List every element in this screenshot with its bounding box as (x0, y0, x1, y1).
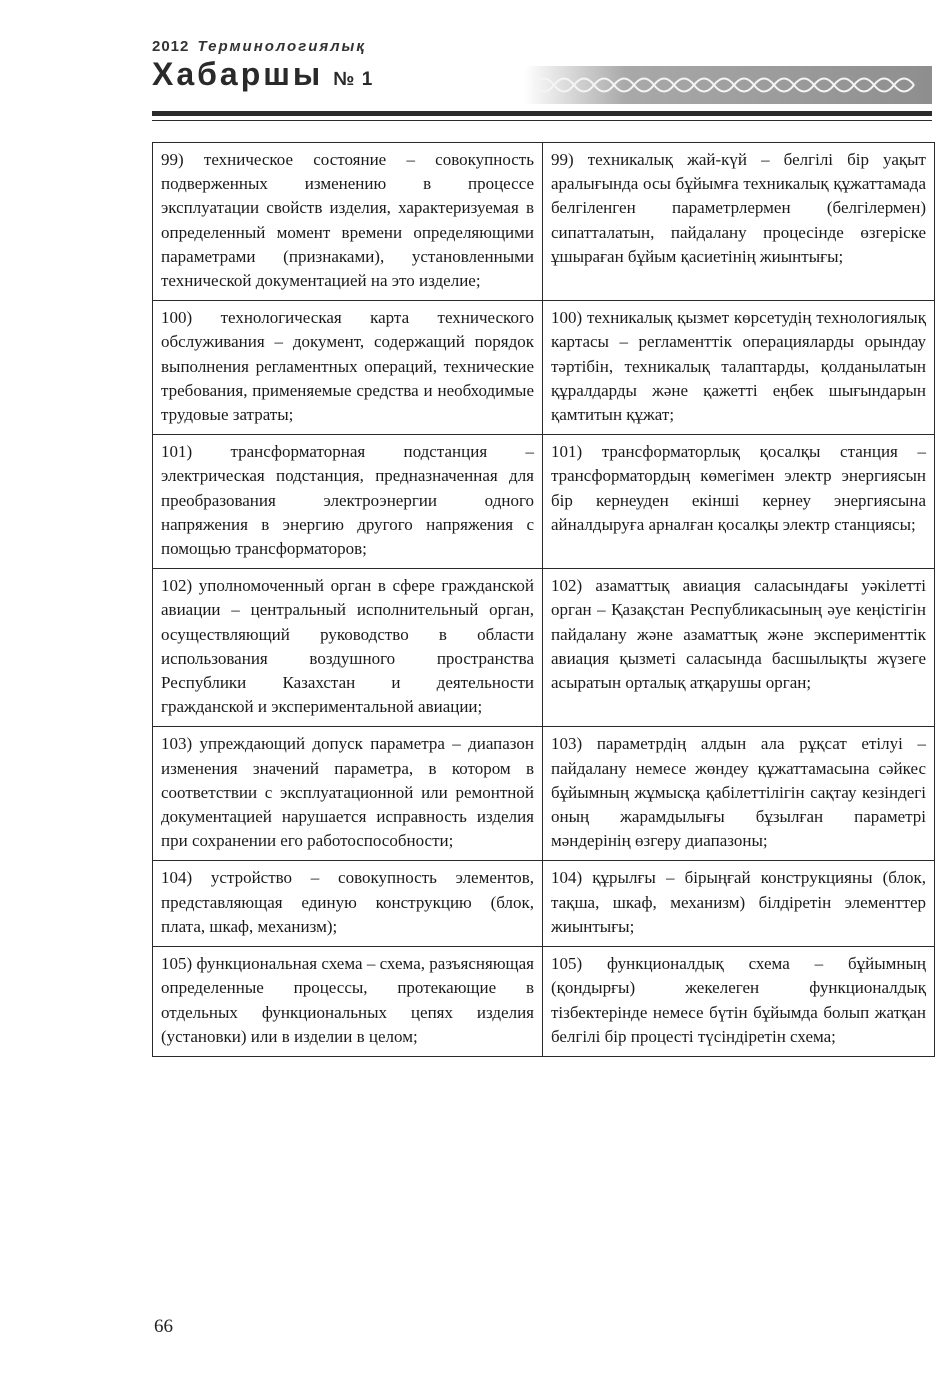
table-row (153, 947, 935, 1057)
term-ru: 99) техническое состояние – совокупность подверженных изменению в процессе эксплуатации свойств изделия, характеризуемая в определенный момент времени определяющими параметрами (признаками), установленными технической документацией на это изделие; (153, 143, 543, 301)
table-row (153, 143, 935, 301)
ornament-band (524, 66, 932, 104)
table-row (153, 861, 935, 947)
header-year: 2012 (152, 38, 190, 55)
journal-header (152, 38, 932, 118)
term-kk: 103) параметрдің алдын ала рұқсат етілуі – пайдалану немесе жөндеу құжаттамасына сәйкес бұйымның жұмысқа қабілеттілігін сақтау кезіндегі оның жарамдылығы бұзылған параметрі мәндерінің өзгеру диапазоны; (543, 727, 935, 861)
term-ru: 100) технологическая карта технического обслуживания – документ, содержащий порядок выполнения регламентных операций, технические требования, применяемые средства и необходимые трудовые затраты; (153, 301, 543, 435)
header-rule-thick (152, 111, 932, 116)
term-ru: 101) трансформаторная подстанция – электрическая подстанция, предназначенная для преобразования электроэнергии одного напряжения в энергию другого напряжения с помощью трансформаторов; (153, 435, 543, 569)
header-title-line (152, 56, 373, 93)
term-kk: 105) функционалдық схема – бұйымның (қондырғы) жекелеген функционалдық тізбектерінде немесе бүтін бұйымда болып жатқан белгілі бір процесті түсіндіретін схема; (543, 947, 935, 1057)
table-row (153, 435, 935, 569)
table-row (153, 727, 935, 861)
header-journal-line1: Терминологиялық (197, 38, 366, 55)
terminology-table-body (153, 143, 935, 1057)
header-line1 (152, 38, 366, 55)
journal-title: Хабаршы (152, 56, 324, 92)
term-kk: 101) трансформаторлық қосалқы станция – трансформатордың көмегімен электр энергиясын бір кернеуден екінші кернеу энергиясына айналдыруға арналған қосалқы электр станциясы; (543, 435, 935, 569)
table-row (153, 301, 935, 435)
term-kk: 104) құрылғы – бірыңғай конструкцияны (блок, тақша, шкаф, механизм) білдіретін элементтер жиынтығы; (543, 861, 935, 947)
page-number: 66 (154, 1316, 173, 1337)
term-kk: 102) азаматтық авиация саласындағы уәкілетті орган – Қазақстан Республикасының әуе кеңістігін пайдалану және азаматтық және эксперименттік авиация қызметі саласында басшылықты жүзеге асыратын орталық атқарушы орган; (543, 569, 935, 727)
issue-number: № 1 (333, 69, 374, 90)
term-ru: 102) уполномоченный орган в сфере гражданской авиации – центральный исполнительный орган, осуществляющий руководство в области использования воздушного пространства Республики Казахстан и деятельности гражданской и экспериментальной авиации; (153, 569, 543, 727)
terminology-table (152, 142, 935, 1057)
table-row (153, 569, 935, 727)
header-rule-thin (152, 120, 932, 121)
term-ru: 103) упреждающий допуск параметра – диапазон изменения значений параметра, в котором в соответствии с эксплуатационной или ремонтной документацией нарушается исправность изделия при сохранении его работоспособности; (153, 727, 543, 861)
term-ru: 104) устройство – совокупность элементов, представляющая единую конструкцию (блок, плата, шкаф, механизм); (153, 861, 543, 947)
term-kk: 99) техникалық жай-күй – белгілі бір уақыт аралығында осы бұйымға техникалық құжаттамада белгіленген параметрлермен (белгілермен) сипатталатын, пайдалану процесінде өзгеріске ұшыраған бұйым қасиетінің жиынтығы; (543, 143, 935, 301)
term-ru: 105) функциональная схема – схема, разъясняющая определенные процессы, протекающие в отдельных функциональных цепях изделия (установки) или в изделии в целом; (153, 947, 543, 1057)
term-kk: 100) техникалық қызмет көрсетудің технологиялық картасы – регламенттік операцияларды орындау тәртібін, техникалық талаптарды, қолданылатын құралдарды және қажетті еңбек шығындарын қамтитын құжат; (543, 301, 935, 435)
